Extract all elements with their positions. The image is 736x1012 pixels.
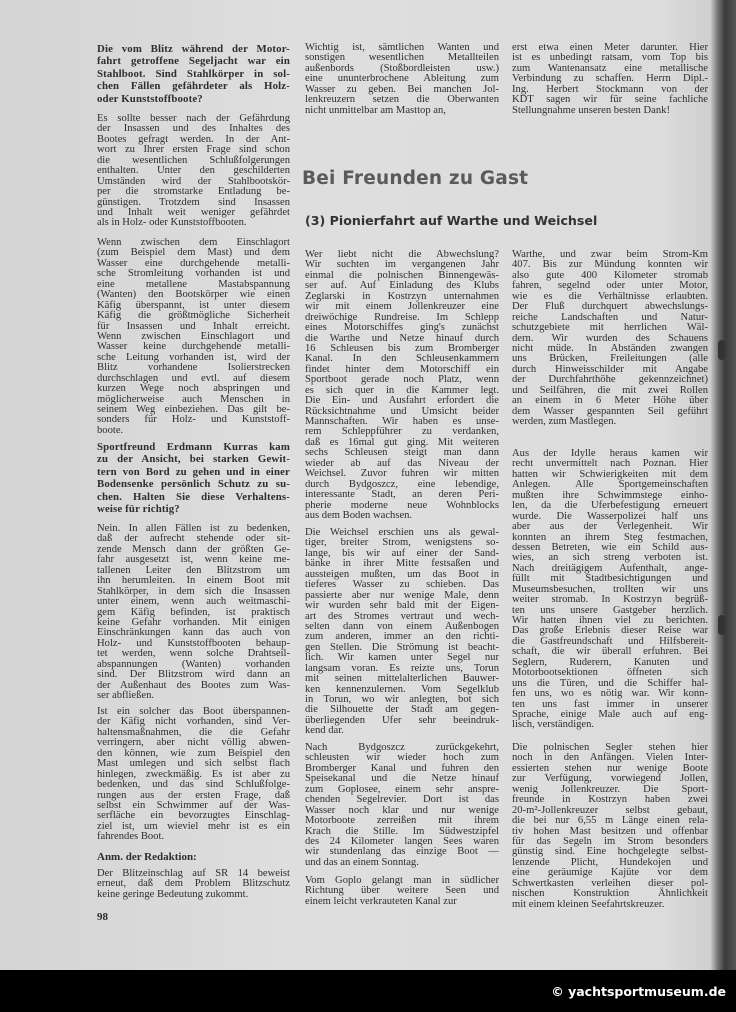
text-line: hatten wir Schwierigkeiten mit dem bbox=[512, 468, 708, 480]
text-line: lich. Wir kamen unter Segel nur bbox=[305, 652, 499, 664]
answer-paragraph bbox=[97, 114, 290, 229]
text-line: bedenken, und das sind Schlußfolge- bbox=[97, 779, 290, 791]
text-line: nicht unmittelbar am Masttop an, bbox=[305, 104, 446, 116]
text-line: verringern, aber nicht völlig abwen- bbox=[97, 737, 290, 749]
text-line: und Inhalt weit weniger gefährdet bbox=[97, 206, 290, 218]
text-line: Das große Erlebnis dieser Reise war bbox=[512, 625, 708, 637]
text-line: Speisekanal und die Netze hinauf bbox=[305, 773, 499, 785]
text-line: serfläche ein bevorzugtes Einschlag- bbox=[97, 810, 290, 822]
text-line: Richtung über weitere Seen und bbox=[305, 885, 499, 897]
text-line: langsam voran. Es reizte uns, Torun bbox=[305, 662, 499, 674]
text-line: Stahlkörper, in dem sich die Insassen bbox=[97, 585, 290, 597]
text-line: Blitz vorhandene Isolierstrecken bbox=[97, 362, 290, 374]
text-line: Nach dreitägigem Aufenthalt, ange- bbox=[512, 562, 708, 574]
text-line: Krach die Stille. Im Südwestzipfel bbox=[305, 825, 499, 837]
article-paragraph bbox=[305, 743, 499, 868]
text-line: ziel ist, um wieviel mehr ist es ein bbox=[97, 820, 290, 832]
text-line: Ist ein solcher das Boot überspannen- bbox=[97, 706, 290, 717]
text-line: Motorbootsektionen öffneten sich bbox=[512, 667, 708, 679]
text-line: weiter stromab. In Kostrzyn begrüß- bbox=[512, 594, 708, 606]
text-line: keine geringe Bedeutung zukommt. bbox=[97, 888, 249, 900]
text-line: Holz- und Kunststoffbooten behaup- bbox=[97, 637, 290, 649]
text-line: art des Stromes vertraut und wech- bbox=[305, 610, 499, 622]
text-line: Die vom Blitz während der Motor- bbox=[97, 43, 290, 55]
text-line: Zeglarski in Kostrzyn unternahmen bbox=[305, 290, 499, 302]
text-line: KDT sagen wir für seine fachliche bbox=[512, 94, 708, 106]
text-line: eines Motorschiffes ging's zunächst bbox=[305, 322, 499, 334]
text-line: die bei nur 6,55 m Länge einen rela- bbox=[512, 815, 708, 827]
text-line: der Durchfahrthöhe gekennzeichnet) bbox=[512, 374, 708, 386]
text-line: rem Schleppführer zu verdanken, bbox=[305, 426, 499, 438]
text-line: Rücksichtnahme und Umsicht beider bbox=[305, 405, 499, 417]
article-paragraph bbox=[305, 528, 499, 737]
text-line: Sportboot gerade noch Platz, wenn bbox=[305, 374, 499, 386]
text-line: die Gastfreundschaft und Hilfsbereit- bbox=[512, 635, 708, 647]
text-line: die Warthe und Netze hinauf durch bbox=[305, 332, 499, 344]
text-line: Motorboote zerreißen mit ihrem bbox=[305, 815, 499, 827]
text-line: einmal die polnischen Binnengewäs- bbox=[305, 269, 499, 281]
text-line: günstig sind. Eine hochgelegte selbst- bbox=[512, 846, 708, 858]
text-line: dem Wasser gespannten Seil geführt bbox=[512, 405, 708, 417]
text-line: zum anderen, immer an den richti- bbox=[305, 631, 499, 643]
text-line: der Insassen und des Inhaltes des bbox=[97, 123, 290, 135]
text-line: und Seilfähren, die mit zwei Rollen bbox=[512, 384, 708, 396]
text-line: selbst ein Schwimmer auf der Was- bbox=[97, 799, 290, 811]
text-line: durchschlagen und evtl. auf diesem bbox=[97, 372, 290, 384]
text-line: Anlegen. Alle Sportgemeinschaften bbox=[512, 479, 708, 491]
text-line: recht unvermittelt nach Poznan. Hier bbox=[512, 458, 708, 470]
text-line: daß der aufrecht stehende oder sit- bbox=[97, 533, 290, 545]
text-line: zende Mensch dann der größten Ge- bbox=[97, 543, 290, 555]
text-line: zur Verfügung, vorwiegend Jollen, bbox=[512, 773, 708, 785]
text-line: wurde. Die Wasserpolizei half uns bbox=[512, 510, 708, 522]
text-line: lenkreuzern setzen die Oberwanten bbox=[305, 94, 499, 106]
question-shelter-ashore bbox=[97, 441, 290, 515]
watermark-text: © yachtsportmuseum.de bbox=[551, 984, 726, 999]
text-line: hinlegen, zweckmäßig. Es ist aber zu bbox=[97, 768, 290, 780]
continued-paragraph bbox=[305, 43, 499, 116]
text-line: passierte aber nur wenige Male, denn bbox=[305, 589, 499, 601]
text-line: lange, bis wir auf einer der Sand- bbox=[305, 547, 499, 559]
text-line: Bodensenke persönlich Schutz zu su- bbox=[97, 478, 290, 491]
text-line: fahrendes Boot. bbox=[97, 831, 165, 843]
text-line: rungen aus der ersten Frage, daß bbox=[97, 789, 290, 801]
watermark-bar bbox=[0, 970, 736, 1012]
text-line: ten uns unsere Gastgeber herzlich. bbox=[512, 604, 708, 616]
text-line: Einschränkungen kann das auch von bbox=[97, 627, 290, 639]
text-line: eine ununterbrochene Ableitung zum bbox=[305, 73, 499, 85]
text-line: essierten stehen nur wenige Boote bbox=[512, 762, 708, 774]
text-line: gen Stellen. Die Strömung ist beacht- bbox=[305, 641, 499, 653]
text-line: Mannschaften. Wir haben es unse- bbox=[305, 416, 499, 427]
text-line: interessante Stadt, an deren Peri- bbox=[305, 489, 499, 501]
article-paragraph bbox=[305, 250, 499, 521]
text-line: Wir suchten im vergangenen Jahr bbox=[305, 259, 499, 271]
text-line: Die Weichsel erschien uns als gewal- bbox=[305, 527, 499, 538]
text-line: mit einem kleinen Seefahrtskreuzer. bbox=[512, 898, 665, 910]
text-line: reiche Landschaften und Natur- bbox=[512, 311, 708, 323]
text-line: wir stundenlang das einzige Boot — bbox=[305, 846, 499, 858]
text-line: ihn herumleiten. In einem Boot mit bbox=[97, 575, 290, 587]
article-title: Bei Freunden zu Gast bbox=[302, 168, 529, 189]
text-line: füllt mit Stadtbesichtigungen und bbox=[512, 573, 708, 585]
text-line: sche Stromleitung vorhanden ist und bbox=[97, 268, 290, 280]
text-line: sonstigen wesentlichen Metallteilen bbox=[305, 52, 499, 64]
text-line: nischen Konstruktion Ähnlichkeit bbox=[512, 888, 708, 900]
text-line: Sprache, einige Male auch auf eng- bbox=[512, 708, 708, 720]
text-line: aber aus der Verlegenheit. Wir bbox=[512, 521, 708, 533]
text-line: freunde in Kostrzyn haben zwei bbox=[512, 794, 708, 806]
text-line: Kanal. In den Schleusenkammern bbox=[305, 353, 499, 365]
text-line: Wasser keine durchgehende metalli- bbox=[97, 341, 290, 353]
text-line: für das Segeln im Strom besonders bbox=[512, 835, 708, 847]
text-line: kurzen Wege noch abspringen und bbox=[97, 383, 290, 395]
text-line: chen. Halten Sie diese Verhaltens- bbox=[97, 490, 290, 503]
text-line: eine geräumige Kajüte vor dem bbox=[512, 867, 708, 879]
text-line: 16 Schleusen bis zum Bromberger bbox=[305, 342, 499, 354]
text-line: Wir hatten ihnen viel zu berichten. bbox=[512, 615, 708, 626]
text-line: erst etwa einen Meter darunter. Hier bbox=[512, 42, 708, 53]
text-line: wieder ab auf das Niveau der bbox=[305, 457, 499, 469]
text-line: Der Fluß durchquert abwechslungs- bbox=[512, 301, 708, 313]
text-line: erneut, daß dem Problem Blitzschutz bbox=[97, 878, 290, 890]
text-line: (Wanten) den Bootskörper wie einen bbox=[97, 289, 290, 301]
text-line: kend dar. bbox=[305, 725, 344, 737]
page-number: 98 bbox=[97, 911, 108, 923]
text-line: als in Holz- oder Kunststoffbooten. bbox=[97, 217, 247, 229]
text-line: mit seinen mittelalterlichen Bauwer- bbox=[305, 673, 499, 685]
text-line: für Insassen und Inhalt erreicht. bbox=[97, 320, 290, 332]
text-line: einem leicht verkrauteten Kanal zur bbox=[305, 895, 457, 907]
text-line: Wasser zu geben. Bei manchen Jol- bbox=[305, 83, 499, 95]
answer-paragraph bbox=[97, 524, 290, 701]
text-line: schaft, die wir überall erfuhren. Bei bbox=[512, 646, 708, 658]
text-line: dreiwöchige Rundreise. Im Schlepp bbox=[305, 311, 499, 323]
article-subtitle: (3) Pionierfahrt auf Warthe und Weichsel bbox=[305, 213, 598, 228]
text-line: daß es 16mal gut ging. Mit weiteren bbox=[305, 436, 499, 448]
text-line: Weichsel. Zuvor fuhren wir mitten bbox=[305, 468, 499, 480]
text-line: günstigen. Trotzdem sind Insassen bbox=[97, 196, 290, 208]
article-paragraph bbox=[512, 250, 708, 427]
text-line: Ing. Herbert Stockmann von der bbox=[512, 83, 708, 95]
text-line: schleusten wir wieder hoch zum bbox=[305, 752, 499, 764]
text-line: tallenen Leiter den Blitzstrom um bbox=[97, 564, 290, 576]
binding-ring-mark bbox=[718, 340, 725, 360]
text-line: tiv hohen Mast besitzen und offenbar bbox=[512, 825, 708, 837]
text-line: aus dem Boden wachsen. bbox=[305, 509, 413, 521]
text-line: der Käfig nicht vorhanden, sind Ver- bbox=[97, 716, 290, 728]
text-line: fahren, segelnd oder unter Motor, bbox=[512, 280, 708, 292]
text-line: dern. Wir wurden des Schauens bbox=[512, 332, 708, 344]
text-line: (zum Beispiel dem Mast) und dem bbox=[97, 247, 290, 259]
text-line: überliegenden Ufer sehr beeindruk- bbox=[305, 714, 499, 726]
text-line: der Außenhaut des Bootes zum Was- bbox=[97, 679, 290, 691]
text-line: Wasser eine durchgehende metalli- bbox=[97, 257, 290, 269]
text-line: enthalten. Unter den geschilderten bbox=[97, 165, 290, 177]
text-line: fahrt getroffene Segeljacht war ein bbox=[97, 55, 290, 68]
text-line: konnten an ihrem Steg festmachen, bbox=[512, 531, 708, 543]
text-line: lenzende Plicht, Hundekojen und bbox=[512, 856, 708, 868]
text-line: sind. Der Blitzstrom wird dann an bbox=[97, 669, 290, 681]
editor-note-paragraph bbox=[97, 869, 290, 900]
text-line: Wasser noch klar und nur wenige bbox=[305, 804, 499, 816]
binding-ring-mark bbox=[718, 615, 725, 635]
text-line: uns Brücken, Freileitungen (alle bbox=[512, 353, 708, 365]
text-line: Es sollte besser nach der Gefährdung bbox=[97, 113, 290, 124]
text-line: zu der Ansicht, bei starken Gewit- bbox=[97, 453, 290, 466]
text-line: Museumsbesuchen, trollten wir uns bbox=[512, 583, 708, 595]
text-line: pherie moderne neue Wohnblocks bbox=[305, 499, 499, 511]
text-line: Die polnischen Segler stehen hier bbox=[512, 742, 708, 753]
text-line: gem Käfig befinden, ist praktisch bbox=[97, 606, 290, 618]
text-line: keine Gefahr vorhanden. Mit einigen bbox=[97, 616, 290, 628]
text-line: Warthe, und zwar beim Strom-Km bbox=[512, 249, 708, 260]
text-line: außenbords (Stoßbordleisten usw.) bbox=[305, 62, 499, 74]
text-line: es sich quer in die Kammer legt. bbox=[305, 384, 499, 396]
answer-paragraph bbox=[97, 238, 290, 436]
text-line: uns die Türen, und die Schiffer hal- bbox=[512, 677, 708, 689]
text-line: noch in den Anfängen. Vielen Inter- bbox=[512, 752, 708, 764]
text-line: Schwertkasten verleihen dieser pol- bbox=[512, 877, 708, 889]
text-line: nicht müde. In Abständen zwangen bbox=[512, 342, 708, 354]
text-line: und das an einem Sonntag. bbox=[305, 856, 419, 868]
text-line: tern von Bord zu gehen und in einer bbox=[97, 465, 290, 478]
text-line: tiger, breiter Strom, wenigstens so- bbox=[305, 537, 499, 549]
text-line: Stellungnahme unseren besten Dank! bbox=[512, 104, 670, 116]
text-line: chenden Segelrevier. Dort ist das bbox=[305, 794, 499, 806]
text-line: schutzgebiete mit herrlichen Wäl- bbox=[512, 322, 708, 334]
text-line: möglicherweise auch Menschen in bbox=[97, 393, 290, 405]
text-line: wir mit einem Jollenkreuzer eine bbox=[305, 301, 499, 313]
text-line: ser auf. Auf Einladung des Klubs bbox=[305, 280, 499, 292]
text-line: per die stromstarke Entladung be- bbox=[97, 186, 290, 198]
text-line: ser abfließen. bbox=[97, 690, 155, 701]
text-line: oder Kunststoffboote? bbox=[97, 92, 203, 105]
text-line: wie es die Verhältnisse erlaubten. bbox=[512, 290, 708, 302]
text-line: tet werden, wenn solche Drahtseil- bbox=[97, 648, 290, 660]
text-line: sechs Schleusen steigt man dann bbox=[305, 447, 499, 459]
text-line: werden, zum Mastlegen. bbox=[512, 416, 617, 427]
text-line: haltensmaßnahmen, die die Gefahr bbox=[97, 726, 290, 738]
text-line: wort zu Ihrer ersten Frage sind schon bbox=[97, 144, 290, 156]
question-lightning-steel-boat bbox=[97, 43, 290, 105]
text-line: durch Hinweisschilder mit Angabe bbox=[512, 363, 708, 375]
text-line: mußten ihre Schwimmstege einho- bbox=[512, 489, 708, 501]
text-line: Nach Bydgoszcz zurückgekehrt, bbox=[305, 742, 499, 753]
text-line: Stahlboot. Sind Stahlkörper in sol- bbox=[97, 67, 290, 80]
text-line: den können, wie zum Beispiel den bbox=[97, 747, 290, 759]
continued-paragraph bbox=[512, 43, 708, 116]
text-line: an einem in 6 Meter Höhe über bbox=[512, 395, 708, 407]
text-line: Der Blitzeinschlag auf SR 14 beweist bbox=[97, 868, 290, 879]
article-paragraph bbox=[512, 449, 708, 731]
text-line: tieferes Wasser zu schieben. Das bbox=[305, 579, 499, 591]
text-line: in Torun, wo wir anlegten, bot sich bbox=[305, 694, 499, 705]
text-line: Vom Goplo gelangt man in südlicher bbox=[305, 875, 499, 886]
text-line: ten uns fast immer in unserer bbox=[512, 698, 708, 710]
text-line: Wer liebt nicht die Abwechslung? bbox=[305, 249, 499, 260]
text-line: Wenn zwischen dem Einschlagort bbox=[97, 237, 290, 248]
text-line: lisch, verständigen. bbox=[512, 719, 595, 731]
text-line: durch Bydgoszcz, eine lebendige, bbox=[305, 478, 499, 490]
text-line: sche Leitung vorhanden ist, wird der bbox=[97, 351, 290, 363]
text-line: findet hinter dem Motorschiff ein bbox=[305, 363, 499, 375]
text-line: Umständen wird der Stahlbootskör- bbox=[97, 175, 290, 187]
article-paragraph bbox=[512, 743, 708, 910]
text-line: wenig Jollenkreuzer. Die Sport- bbox=[512, 783, 708, 795]
text-line: zum Goplosee, einem sehr anspre- bbox=[305, 783, 499, 795]
text-line: Seglern, Ruderern, Kanuten und bbox=[512, 656, 708, 668]
text-line: des 24 Kilometer langen Sees waren bbox=[305, 835, 499, 847]
text-line: 407. Bis zur Mündung konnten wir bbox=[512, 259, 708, 271]
text-line: die wesentlichen Schlußfolgerungen bbox=[97, 154, 290, 166]
text-line: unter einem, wenn auch weitmaschi- bbox=[97, 596, 290, 608]
text-line: weise für richtig? bbox=[97, 502, 180, 515]
text-line: Käfig überspannt, ist unter diesem bbox=[97, 299, 290, 311]
article-paragraph bbox=[305, 876, 499, 907]
text-line: dessen Betreten, wie ein Schild aus- bbox=[512, 541, 708, 553]
text-line: wies, an sich streng verboten ist. bbox=[512, 552, 708, 564]
text-line: aussteigen mußten, um das Boot in bbox=[305, 568, 499, 580]
text-line: Wichtig ist, sämtlichen Wanten und bbox=[305, 42, 499, 53]
text-line: Aus der Idylle heraus kamen wir bbox=[512, 448, 708, 459]
text-line: abspannungen (Wanten) vorhanden bbox=[97, 658, 290, 670]
text-line: selten dann von einem Außenbogen bbox=[305, 620, 499, 632]
text-line: seinem Weg einbeziehen. Das gilt be- bbox=[97, 404, 290, 415]
text-line: boote. bbox=[97, 424, 124, 436]
text-line: len, da die Uferbefestigung erneuert bbox=[512, 500, 708, 512]
text-line: bänke in ihrer Mitte festsaßen und bbox=[305, 558, 499, 570]
text-line: die Silhouette der Stadt am gegen- bbox=[305, 704, 499, 716]
text-line: wir wurden sehr bald mit der Eigen- bbox=[305, 600, 499, 612]
text-line: ist es unbedingt ratsam, vom Top bis bbox=[512, 52, 708, 64]
text-line: Käfig die größtmögliche Sicherheit bbox=[97, 310, 290, 322]
text-line: Die Ein- und Ausfahrt erfordert die bbox=[305, 395, 499, 407]
answer-paragraph bbox=[97, 707, 290, 843]
text-line: Bootes gefragt werden. In der Ant- bbox=[97, 133, 290, 145]
text-line: fahr ausgesetzt ist, wenn keine me- bbox=[97, 554, 290, 566]
text-line: 20-m²-Jollenkreuzer selbst gebaut, bbox=[512, 804, 708, 816]
text-line: Bromberger Kanal und fuhren den bbox=[305, 762, 499, 774]
text-line: Nein. In allen Fällen ist zu bedenken, bbox=[97, 523, 290, 534]
text-line: Verbindung zu schaffen. Herrn Dipl.- bbox=[512, 73, 708, 85]
text-line: eine metallene Mastabspannung bbox=[97, 278, 290, 290]
text-line: chen Fällen gefährdeter als Holz- bbox=[97, 80, 290, 93]
text-line: zum Wantenansatz eine metallische bbox=[512, 62, 708, 74]
editor-note-heading: Anm. der Redaktion: bbox=[97, 851, 197, 863]
text-line: Mast umlegen und sich selbst flach bbox=[97, 758, 290, 770]
text-line: ken kennenzulernen. Vom Segelklub bbox=[305, 683, 499, 695]
text-line: Sportfreund Erdmann Kurras kam bbox=[97, 441, 290, 453]
text-line: also gute 400 Kilometer stromab bbox=[512, 269, 708, 281]
text-line: Wenn zwischen Einschlagort und bbox=[97, 330, 290, 342]
text-line: sonders für Holz- und Kunststoff- bbox=[97, 414, 290, 426]
text-line: fen uns, wo es nötig war. Wir konn- bbox=[512, 688, 708, 700]
